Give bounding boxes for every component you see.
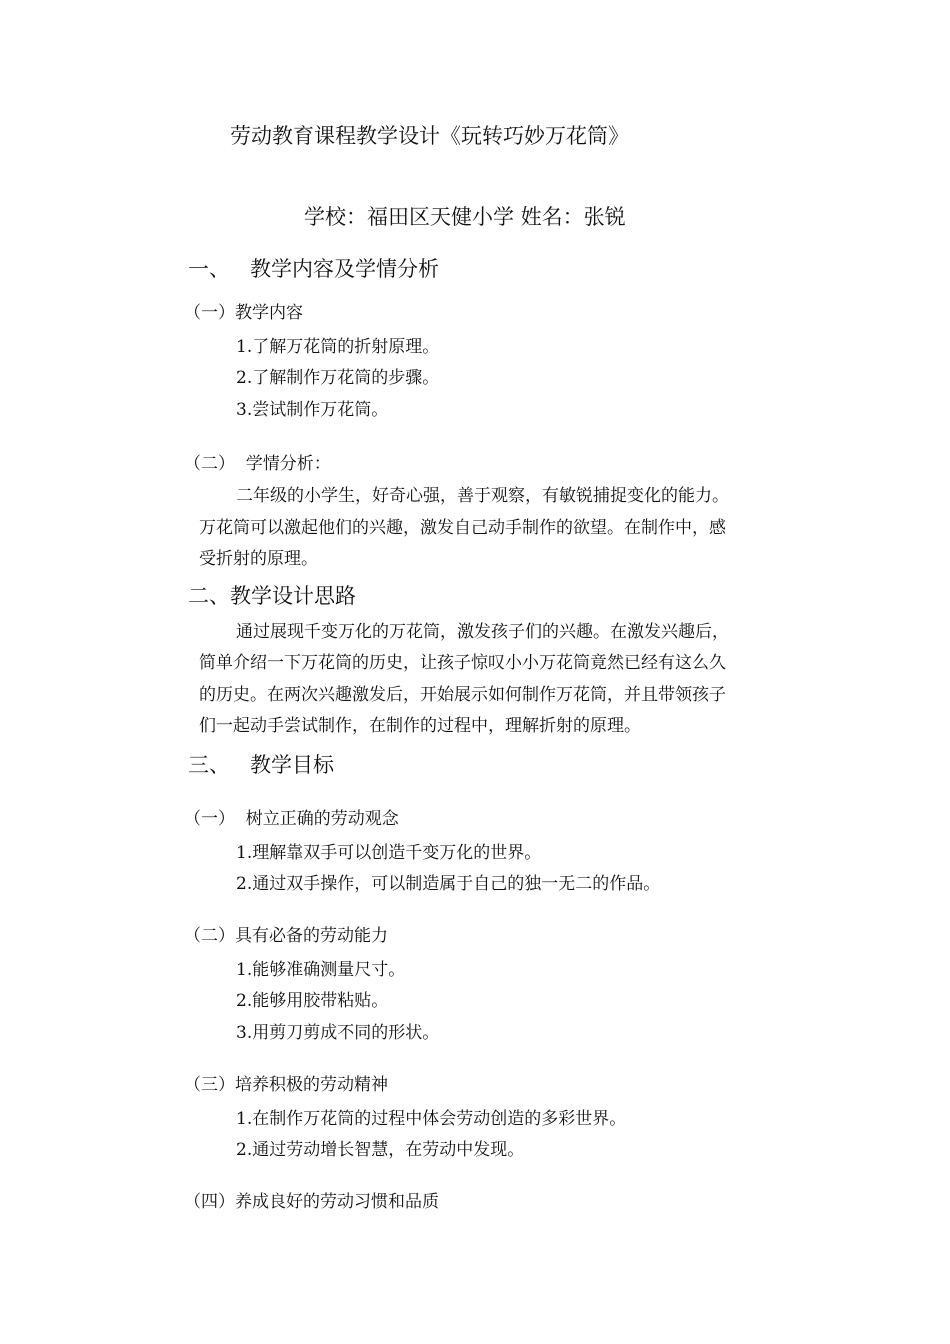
paragraph-line: 二年级的小学生，好奇心强，善于观察，有敏锐捕捉变化的能力。 [236,486,729,506]
section-3-sub-3-heading: （三）培养积极的劳动精神 [184,1075,388,1095]
section-3-sub-1-heading: （一） 树立正确的劳动观念 [184,809,399,829]
paragraph-line: 受折射的原理。 [199,549,318,569]
list-item: 1.在制作万花筒的过程中体会劳动创造的多彩世界。 [236,1109,627,1129]
list-item: 1.了解万花筒的折射原理。 [236,337,440,357]
list-item: 1.能够准确测量尺寸。 [236,960,406,980]
section-3-sub-2-heading: （二）具有必备的劳动能力 [184,926,388,946]
section-1-sub-1-heading: （一）教学内容 [184,303,303,323]
list-item: 2.通过劳动增长智慧，在劳动中发现。 [236,1140,525,1160]
section-2-heading: 二、教学设计思路 [188,584,356,608]
paragraph-line: 简单介绍一下万花筒的历史，让孩子惊叹小小万花筒竟然已经有这么久 [199,653,726,673]
section-3-sub-4-heading: （四）养成良好的劳动习惯和品质 [184,1192,439,1212]
section-1-sub-2-heading: （二） 学情分析： [184,454,331,474]
document-title: 劳动教育课程教学设计《玩转巧妙万花筒》 [230,124,629,148]
paragraph-line: 们一起动手尝试制作，在制作的过程中，理解折射的原理。 [199,716,641,736]
list-item: 3.用剪刀剪成不同的形状。 [236,1023,440,1043]
list-item: 2.通过双手操作，可以制造属于自己的独一无二的作品。 [236,874,661,894]
list-item: 2.了解制作万花筒的步骤。 [236,368,440,388]
list-item: 3.尝试制作万花筒。 [236,400,389,420]
author-line: 学校：福田区天健小学 姓名：张锐 [304,205,626,229]
section-3-heading: 三、 教学目标 [188,753,335,777]
paragraph-line: 的历史。在两次兴趣激发后，开始展示如何制作万花筒，并且带领孩子 [199,685,726,705]
list-item: 2.能够用胶带粘贴。 [236,991,389,1011]
list-item: 1.理解靠双手可以创造千变万化的世界。 [236,843,542,863]
section-1-heading: 一、 教学内容及学情分析 [188,257,440,281]
paragraph-line: 通过展现千变万化的万花筒，激发孩子们的兴趣。在激发兴趣后， [236,622,729,642]
paragraph-line: 万花筒可以激起他们的兴趣，激发自己动手制作的欲望。在制作中，感 [199,518,726,538]
